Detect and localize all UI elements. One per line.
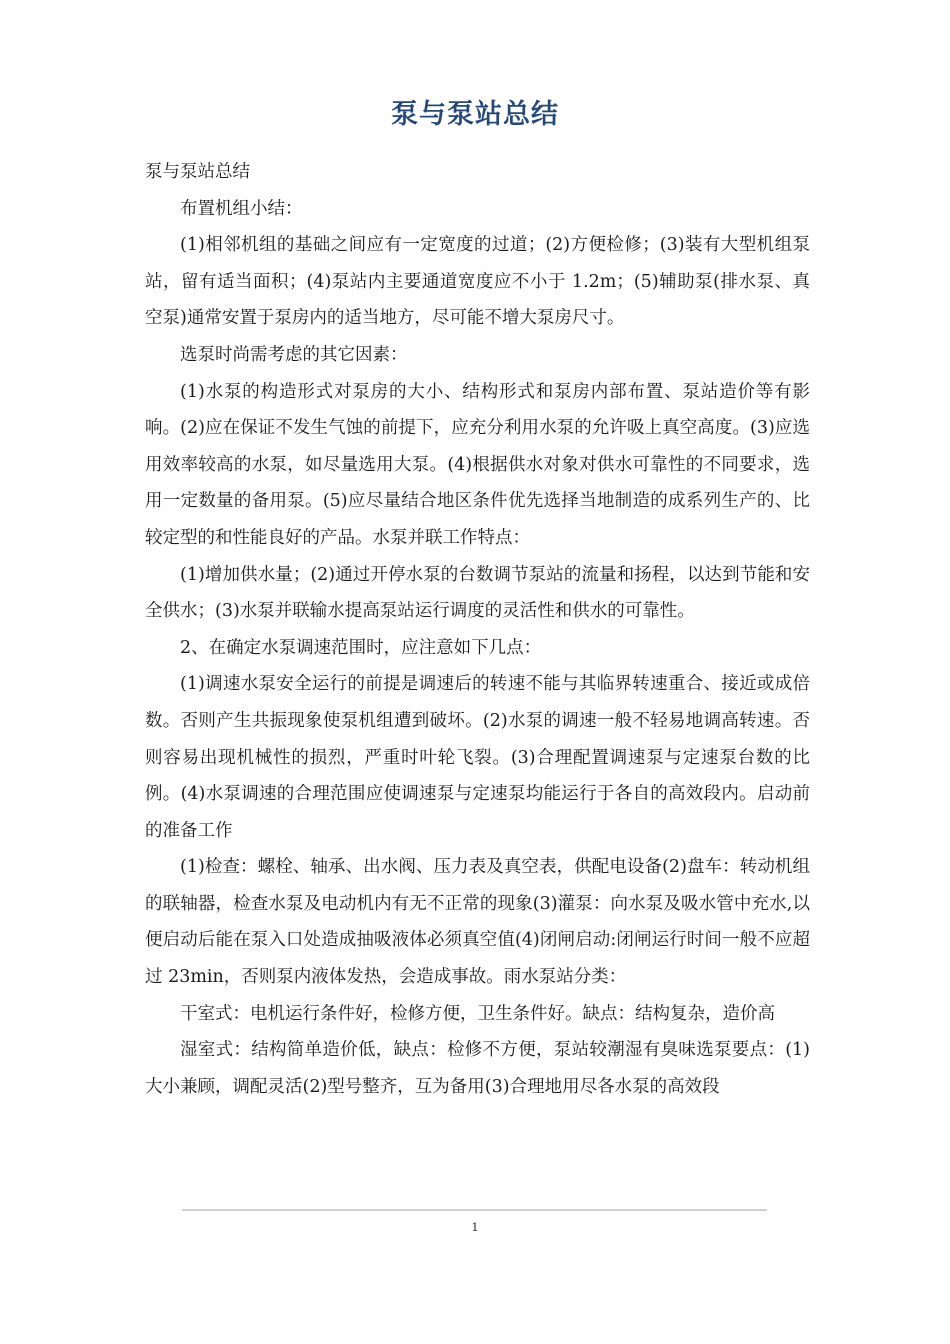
paragraph: 2、在确定水泵调速范围时，应注意如下几点：	[180, 637, 542, 658]
paragraph: (1)增加供水量；(2)通过开停水泵的台数调节泵站的流量和扬程，以达到节能和安全供水；(3)水泵并联输水提高泵站运行调度的灵活性和供水的可靠性。	[145, 564, 810, 622]
paragraph: (1)水泵的构造形式对泵房的大小、结构形式和泵房内部布置、泵站造价等有影响。(2)应在保证不发生气蚀的前提下，应充分利用水泵的允许吸上真空高度。(3)应选用效率较高的水泵，如尽量选用大泵。(4)根据供水对象对供水可靠性的不同要求，选用一定数量的备用泵。(5)应尽量结合地区条件优先选择当地制造的成系列生产的、比较定型的和性能良好的产品。水泵并联工作特点：	[145, 381, 810, 548]
document-body	[145, 154, 810, 1105]
paragraph: (1)相邻机组的基础之间应有一定宽度的过道；(2)方便检修；(3)装有大型机组泵站，留有适当面积；(4)泵站内主要通道宽度应不小于 1.2m；(5)辅助泵(排水泵、真空泵)通常安置于泵房内的适当地方，尽可能不增大泵房尺寸。	[145, 235, 810, 329]
paragraph: 干室式：电机运行条件好，检修方便，卫生条件好。缺点：结构复杂，造价高	[180, 1003, 775, 1024]
paragraph: 泵与泵站总结	[145, 162, 250, 182]
paragraph: (1)检查：螺栓、轴承、出水阀、压力表及真空表，供配电设备(2)盘车：转动机组的联轴器，检查水泵及电动机内有无不正常的现象(3)灌泵：向水泵及吸水管中充水,以便启动后能在泵入口处造成抽吸液体必须真空值(4)闭闸启动:闭闸运行时间一般不应超过 23min，否则泵内液体发热，会造成事故。雨水泵站分类：	[145, 857, 810, 988]
page-number: 1	[471, 1221, 479, 1234]
paragraph: 选泵时尚需考虑的其它因素：	[180, 344, 408, 365]
paragraph: 湿室式：结构简单造价低，缺点：检修不方便，泵站较潮湿有臭味选泵要点：(1)大小兼顾，调配灵活(2)型号整齐，互为备用(3)合理地用尽各水泵的高效段	[145, 1040, 810, 1097]
paragraph: 布置机组小结：	[180, 198, 303, 219]
document-title: 泵与泵站总结	[391, 99, 559, 130]
paragraph: (1)调速水泵安全运行的前提是调速后的转速不能与其临界转速重合、接近或成倍数。否则产生共振现象使泵机组遭到破坏。(2)水泵的调速一般不轻易地调高转速。否则容易出现机械性的损烈，严重时叶轮飞裂。(3)合理配置调速泵与定速泵台数的比例。(4)水泵调速的合理范围应使调速泵与定速泵均能运行于各自的高效段内。启动前的准备工作	[145, 674, 810, 841]
footer-divider	[182, 1209, 767, 1211]
